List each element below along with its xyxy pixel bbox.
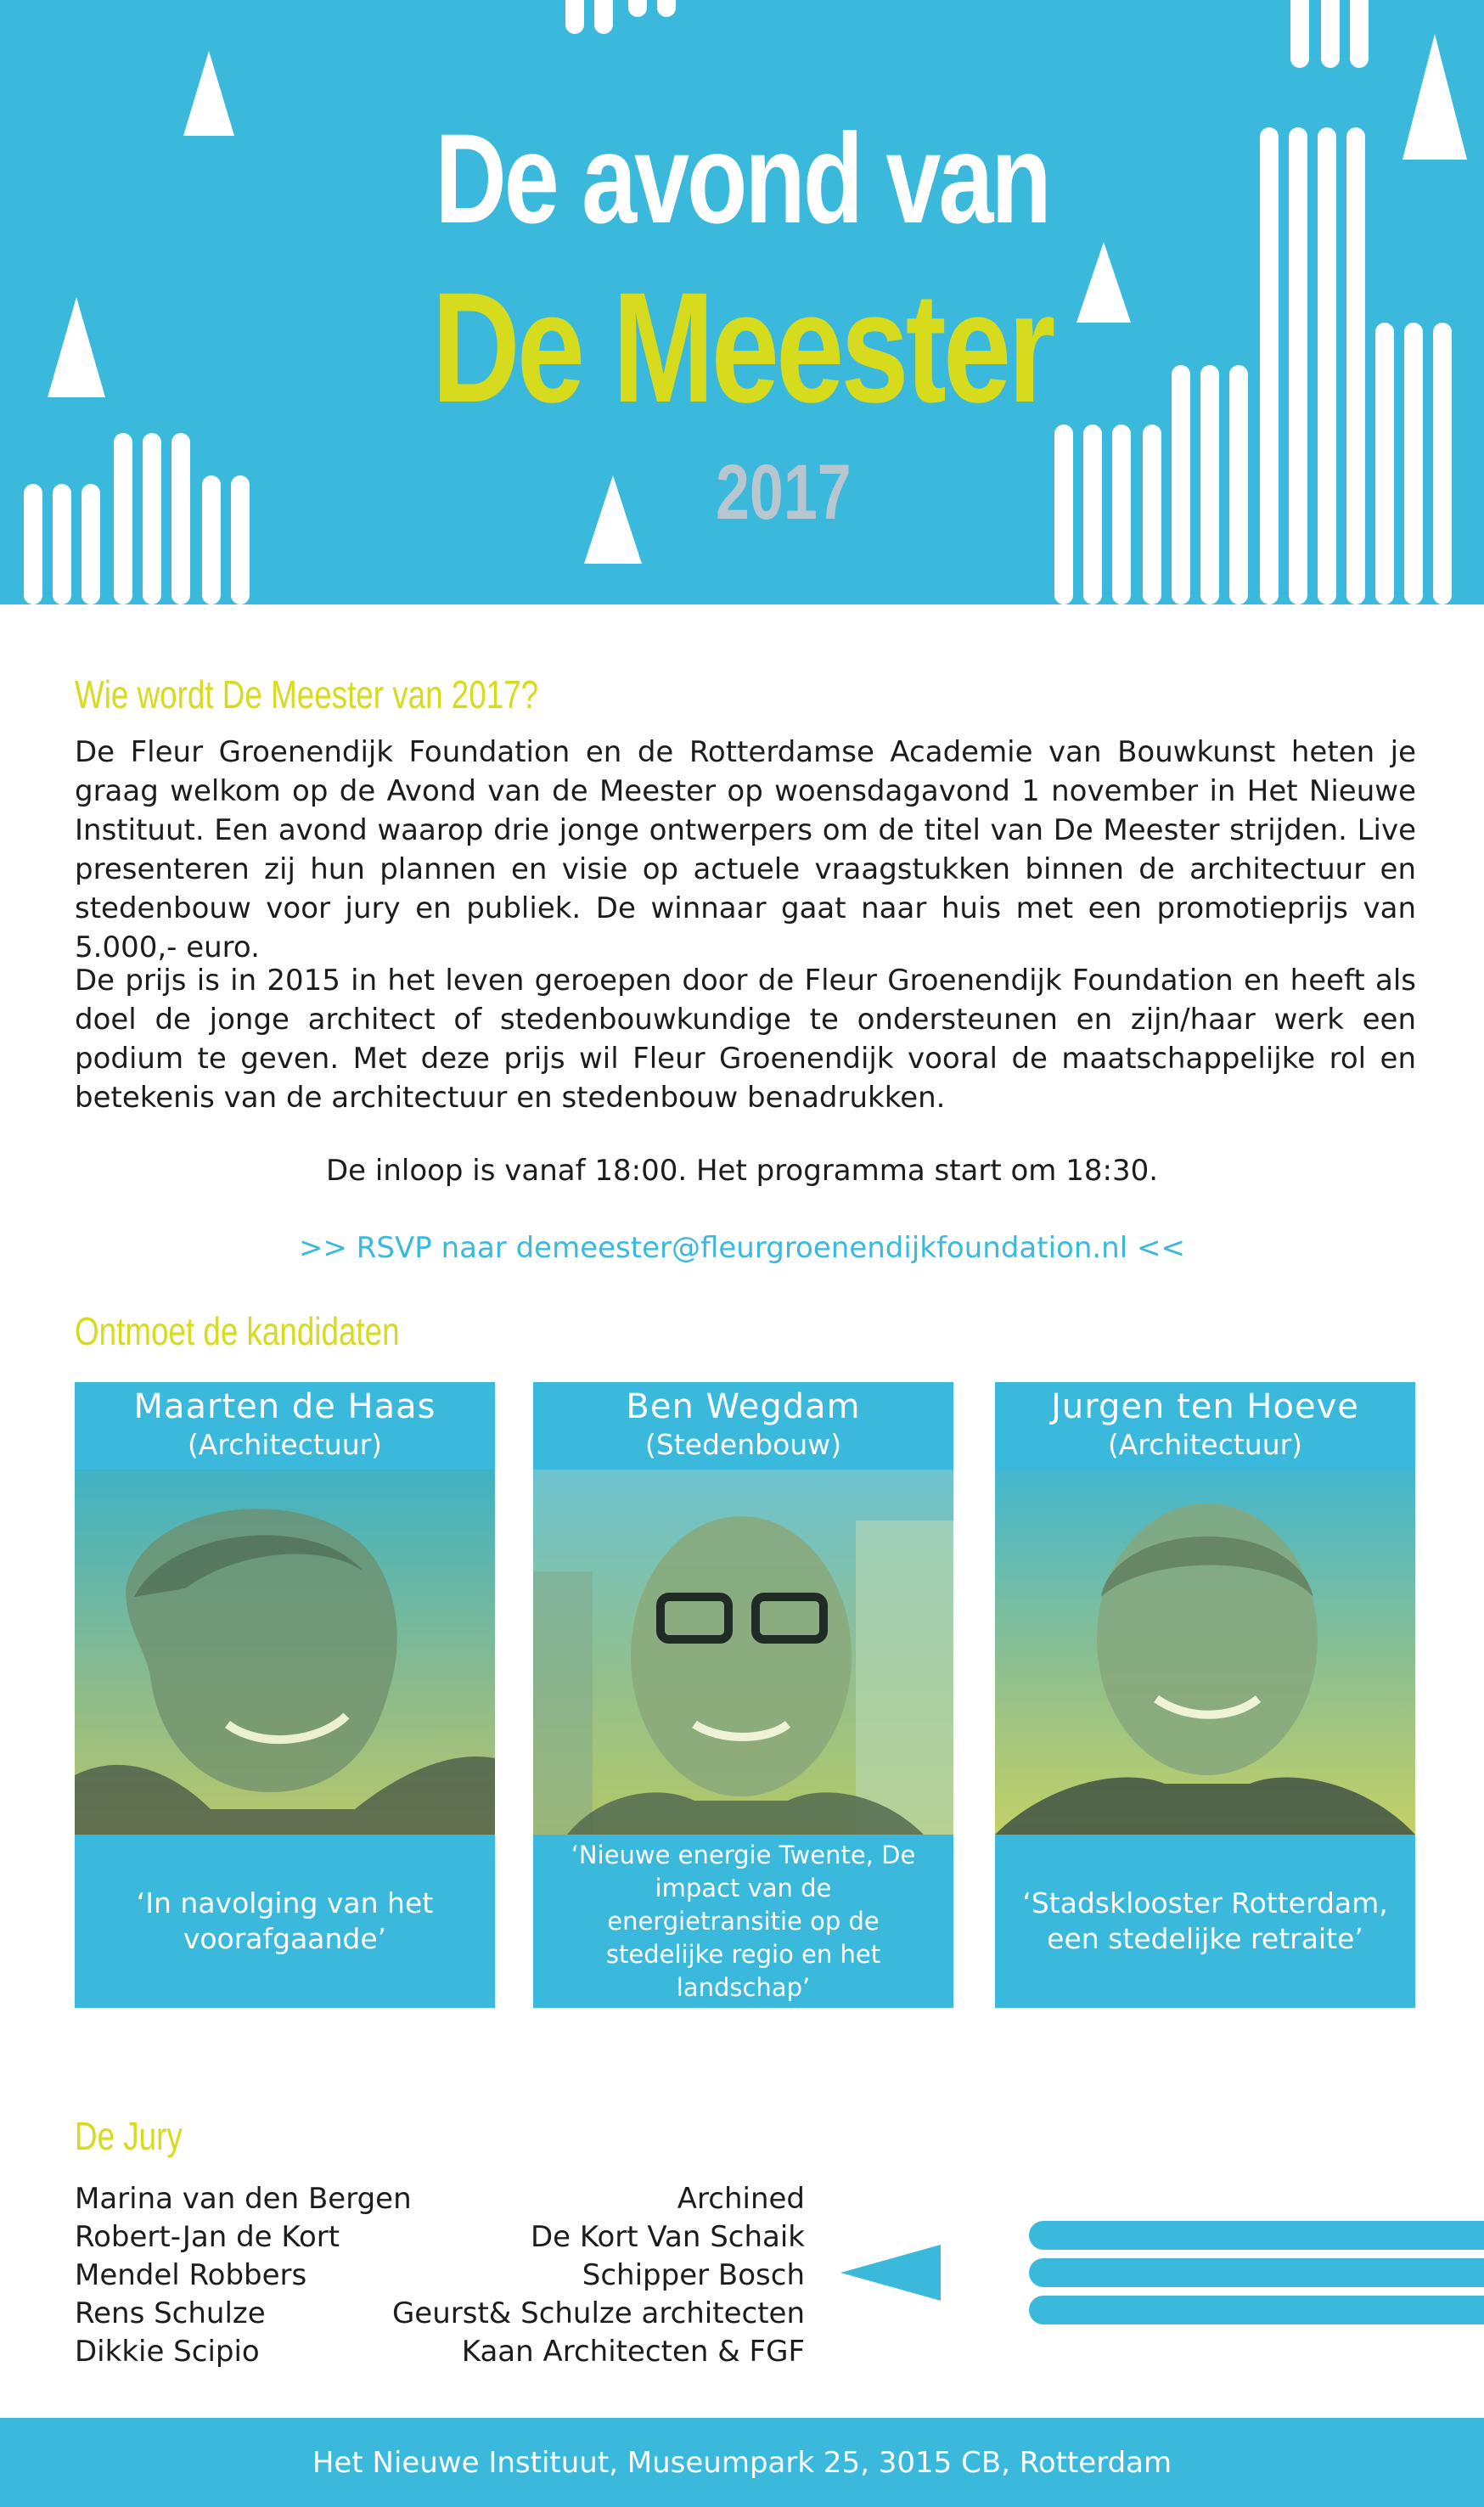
candidate-card: [75, 1382, 495, 2008]
candidates-heading: Ontmoet de kandidaten: [75, 1309, 400, 1353]
hero-title-line2: De Meester: [431, 261, 1053, 436]
footer-bar: [0, 2418, 1484, 2507]
candidate-photo: [533, 1470, 953, 1835]
intro-heading: Wie wordt De Meester van 2017?: [75, 672, 539, 717]
footer-address: Het Nieuwe Instituut, Museumpark 25, 3015 CB, Rotterdam: [312, 2445, 1172, 2480]
candidate-header: [995, 1382, 1415, 1470]
intro-paragraph-2: De prijs is in 2015 in het leven geroepen door de Fleur Groenendijk Foundation en heeft als doel de jonge architect of stedenbouwkundige te ondersteunen en zijn/haar werk een podium te geven. Met deze prijs wil Fleur Groenendijk vooral de maatschappelijke rol en betekenis van de architectuur en stedenbouw benadrukken.: [75, 964, 1416, 1115]
jury-member-office: Schipper Bosch: [582, 2258, 805, 2292]
candidate-header: [75, 1382, 495, 1470]
candidate-quote: ‘Stadsklooster Rotterdam, een stedelijke retraite’: [995, 1835, 1415, 2008]
jury-member-name: Robert-Jan de Kort: [75, 2220, 340, 2254]
jury-member-name: Dikkie Scipio: [75, 2335, 260, 2369]
intro-paragraph-1: De Fleur Groenendijk Foundation en de Rotterdamse Academie van Bouwkunst heten je graag welkom op de Avond van de Meester op woensdagavond 1 november in Het Nieuwe Instituut. Een avond waarop drie jonge ontwerpers om de titel van De Meester strijden. Live presenteren zij hun plannen en visie op actuele vraagstukken binnen de architectuur en stedenbouw voor jury en publiek. De winnaar gaat naar huis met een promotieprijs van 5.000,- euro.: [75, 735, 1416, 964]
header-banner: [0, 0, 1484, 604]
candidate-name: Maarten de Haas: [133, 1387, 436, 1426]
candidate-field: (Architectuur): [187, 1428, 383, 1461]
jury-row: [75, 2180, 805, 2218]
jury-heading: De Jury: [75, 2114, 183, 2158]
hero-title-line1: De avond van: [435, 107, 1049, 250]
jury-row: [75, 2295, 805, 2333]
jury-member-name: Rens Schulze: [75, 2296, 266, 2330]
jury-member-office: Archined: [677, 2182, 805, 2216]
candidate-field: (Stedenbouw): [644, 1428, 842, 1461]
candidate-quote: ‘In navolging van het voorafgaande’: [75, 1835, 495, 2008]
candidate-name: Jurgen ten Hoeve: [1051, 1387, 1359, 1426]
jury-member-office: Kaan Architecten & FGF: [461, 2335, 805, 2369]
candidate-header: [533, 1382, 953, 1470]
schedule-text: De inloop is vanaf 18:00. Het programma start om 18:30.: [325, 1154, 1159, 1188]
candidate-field: (Architectuur): [1107, 1428, 1303, 1461]
jury-member-office: Geurst& Schulze architecten: [391, 2296, 805, 2330]
jury-row: [75, 2218, 805, 2257]
jury-list: [75, 2180, 805, 2371]
pencil-graphic: [840, 2218, 1484, 2328]
candidate-quote: ‘Nieuwe energie Twente, De impact van de energietransitie op de stedelijke regio en het landschap’: [533, 1835, 953, 2008]
jury-row: [75, 2333, 805, 2371]
candidate-card: [533, 1382, 953, 2008]
hero-year: 2017: [716, 449, 852, 536]
jury-member-name: Marina van den Bergen: [75, 2182, 412, 2216]
candidate-card: [995, 1382, 1415, 2008]
rsvp-link[interactable]: >> RSVP naar demeester@fleurgroenendijkfoundation.nl <<: [299, 1231, 1185, 1265]
candidate-photo: [75, 1470, 495, 1835]
candidate-photo: [995, 1470, 1415, 1835]
jury-row: [75, 2257, 805, 2295]
candidate-name: Ben Wegdam: [626, 1387, 861, 1426]
jury-member-office: De Kort Van Schaik: [530, 2220, 805, 2254]
jury-member-name: Mendel Robbers: [75, 2258, 307, 2292]
